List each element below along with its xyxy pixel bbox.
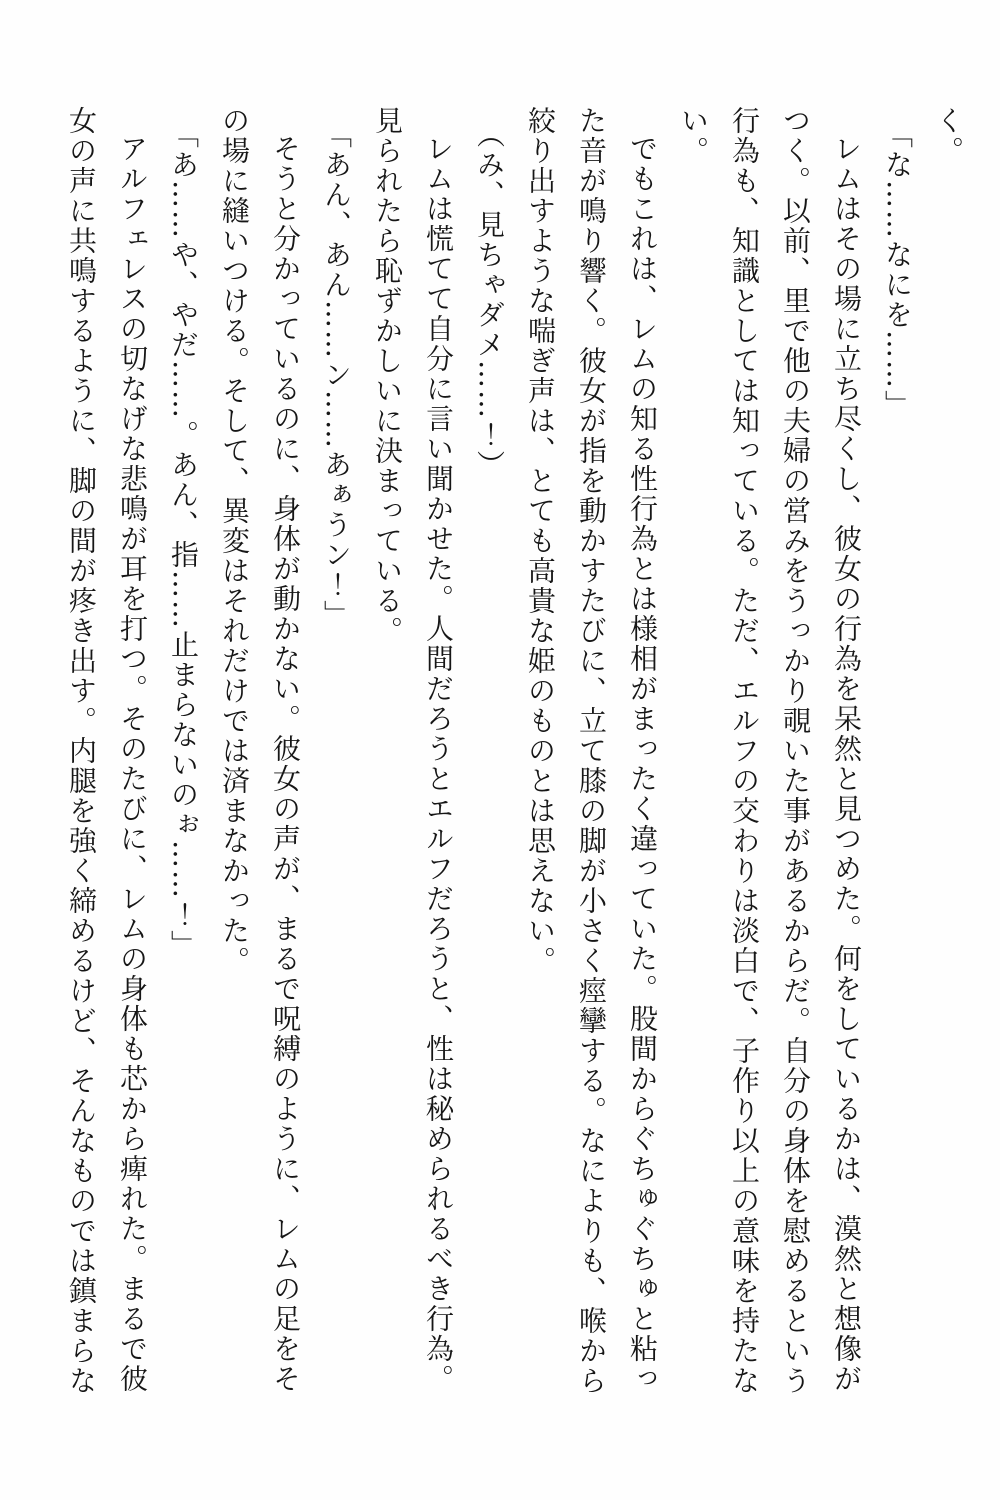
paragraph-dialogue: 「な……なにを……」 — [881, 120, 914, 420]
paragraph-narrative: そうと分かっているのに、身体が動かない。彼女の声が、まるで呪縛のように、レムの足をその場に縫いつける。そして、異変はそれだけでは済まなかった。 — [218, 106, 302, 1394]
paragraph-narrative: アルフェレスの切なげな悲鳴が耳を打つ。そのたびに、レムの身体も芯から痺れた。まるで彼女の声に共鳴するように、脚の間が疼き出す。内腿を強く締めるけど、そんなものでは鎮まらな — [65, 106, 149, 1396]
paragraph-narrative: レムは慌てて自分に言い聞かせた。人間だろうとエルフだろうと、性は秘められるべき行為。見られたら恥ずかしいに決まっている。 — [371, 106, 455, 1394]
vertical-text-block — [56, 106, 974, 1402]
paragraph-narrative: でもこれは、レムの知る性行為とは様相がまったく違っていた。股間からぐちゅぐちゅと粘った音が鳴り響く。彼女が指を動かすたびに、立て膝の脚が小さく痙攣する。なによりも、喉から絞り出すような喘ぎ声は、とても高貴な姫のものとは思えない。 — [524, 106, 659, 1396]
paragraph-dialogue: 「あん、あん……ン……あぁうン！」 — [320, 120, 353, 630]
paragraph-narrative: レムはその場に立ち尽くし、彼女の行為を呆然と見つめた。何をしているかは、漠然と想像がつく。以前、里で他の夫婦の営みをうっかり覗いた事があるからだ。自分の身体を慰めるという行為も、知識としては知っている。ただ、エルフの交わりは淡白で、子作り以上の意味を持たない。 — [677, 106, 863, 1396]
paragraph-continuation: く。 — [932, 106, 965, 166]
paragraph-dialogue: 「あ……や、やだ……。あん、指……止まらないのぉ……！」 — [167, 120, 200, 960]
paragraph-thought: （み、見ちゃダメ……！） — [473, 120, 506, 480]
